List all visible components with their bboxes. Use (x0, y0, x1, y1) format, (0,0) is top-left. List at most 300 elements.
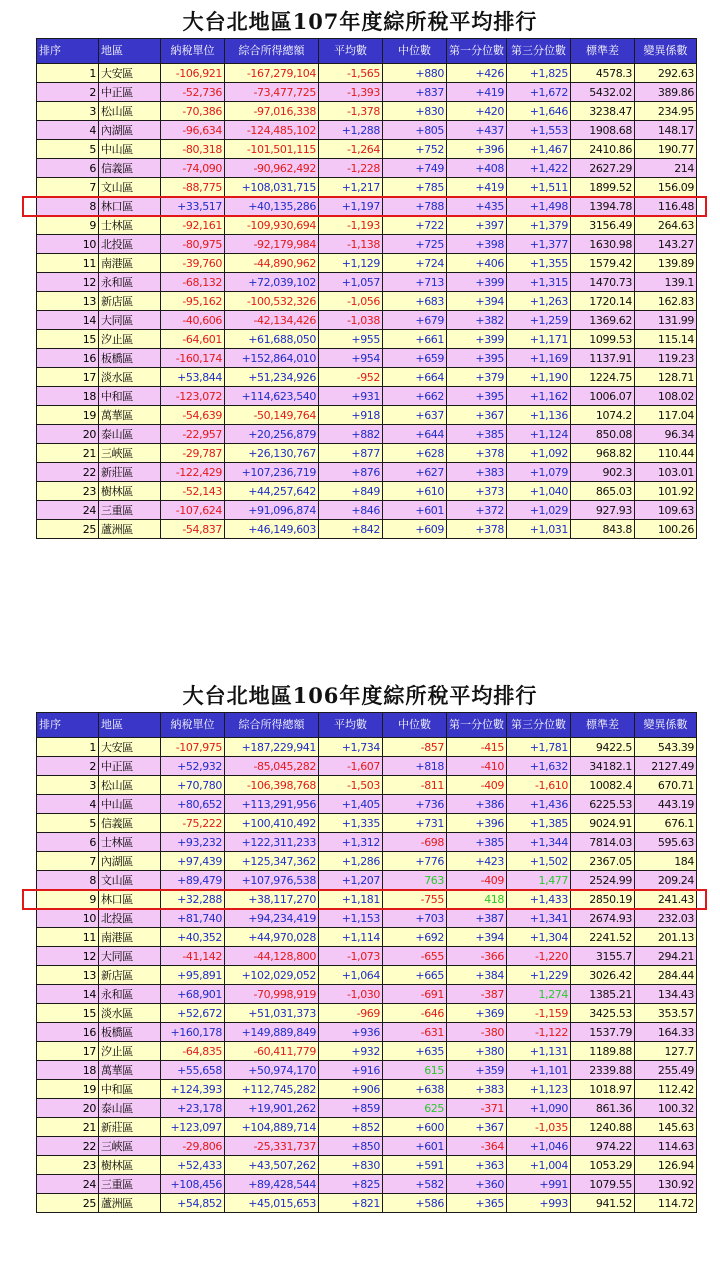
first-quartile-cell: +395 (447, 387, 507, 406)
taxpayers-cell: -80,318 (161, 140, 225, 159)
highlight-box (22, 889, 707, 910)
taxpayers-cell: -64,601 (161, 330, 225, 349)
rank-cell: 21 (37, 1118, 99, 1137)
table-row (37, 909, 697, 928)
median-header: 中位數 (383, 713, 447, 738)
taxpayers-cell: -95,162 (161, 292, 225, 311)
third-quartile-cell: +1,385 (507, 814, 571, 833)
mean-cell: -1,607 (319, 757, 383, 776)
median-cell: +591 (383, 1156, 447, 1175)
median-cell: +713 (383, 273, 447, 292)
rank-cell: 2 (37, 83, 99, 102)
median-cell: +785 (383, 178, 447, 197)
cv-cell: 162.83 (635, 292, 697, 311)
cv-cell: 139.1 (635, 273, 697, 292)
third-quartile-header: 第三分位數 (507, 39, 571, 64)
total-income-cell: +104,889,714 (225, 1118, 319, 1137)
median-cell: +776 (383, 852, 447, 871)
total-income-cell: +187,229,941 (225, 738, 319, 757)
total-income-cell: +46,149,603 (225, 520, 319, 539)
rank-cell: 22 (37, 463, 99, 482)
total-income-cell: +50,974,170 (225, 1061, 319, 1080)
rank-cell: 25 (37, 520, 99, 539)
median-cell: +659 (383, 349, 447, 368)
std-dev-cell: 1394.78 (571, 197, 635, 216)
mean-cell: +1,734 (319, 738, 383, 757)
third-quartile-header: 第三分位數 (507, 713, 571, 738)
mean-cell: +918 (319, 406, 383, 425)
table-row (37, 852, 697, 871)
median-cell: +609 (383, 520, 447, 539)
total-income-cell: -101,501,115 (225, 140, 319, 159)
third-quartile-cell: 1,274 (507, 985, 571, 1004)
table-row (37, 985, 697, 1004)
taxpayers-cell: +123,097 (161, 1118, 225, 1137)
mean-cell: -1,503 (319, 776, 383, 795)
total-income-cell: -124,485,102 (225, 121, 319, 140)
district-cell: 松山區 (99, 102, 161, 121)
rank-cell: 5 (37, 140, 99, 159)
std-dev-cell: 1899.52 (571, 178, 635, 197)
rank-cell: 9 (37, 890, 99, 909)
cv-cell: 234.95 (635, 102, 697, 121)
std-dev-cell: 1079.55 (571, 1175, 635, 1194)
district-cell: 新莊區 (99, 463, 161, 482)
first-quartile-cell: +396 (447, 140, 507, 159)
cv-cell: 116.48 (635, 197, 697, 216)
std-dev-cell: 2674.93 (571, 909, 635, 928)
total-income-cell: -85,045,282 (225, 757, 319, 776)
table-row (37, 140, 697, 159)
taxpayers-cell: -64,835 (161, 1042, 225, 1061)
total-income-cell: +51,234,926 (225, 368, 319, 387)
table-row (37, 871, 697, 890)
first-quartile-cell: +383 (447, 1080, 507, 1099)
std-dev-cell: 10082.4 (571, 776, 635, 795)
std-dev-cell: 861.36 (571, 1099, 635, 1118)
third-quartile-cell: +1,004 (507, 1156, 571, 1175)
table-row (37, 406, 697, 425)
first-quartile-cell: +369 (447, 1004, 507, 1023)
cv-cell: 148.17 (635, 121, 697, 140)
first-quartile-cell: -409 (447, 776, 507, 795)
third-quartile-cell: +1,646 (507, 102, 571, 121)
district-cell: 萬華區 (99, 406, 161, 425)
total-income-cell: +149,889,849 (225, 1023, 319, 1042)
page-title: 大台北地區107年度綜所稅平均排行 (182, 9, 538, 34)
std-dev-cell: 2410.86 (571, 140, 635, 159)
total-income-cell: -106,398,768 (225, 776, 319, 795)
third-quartile-cell: +1,190 (507, 368, 571, 387)
table-row (37, 501, 697, 520)
mean-cell: +1,114 (319, 928, 383, 947)
cv-cell: 119.23 (635, 349, 697, 368)
rank-cell: 17 (37, 1042, 99, 1061)
total-income-cell: +19,901,262 (225, 1099, 319, 1118)
table-row (37, 795, 697, 814)
table-row (37, 1004, 697, 1023)
first-quartile-cell: +363 (447, 1156, 507, 1175)
cv-cell: 117.04 (635, 406, 697, 425)
district-cell: 北投區 (99, 909, 161, 928)
std-dev-cell: 3156.49 (571, 216, 635, 235)
total-income-cell: +94,234,419 (225, 909, 319, 928)
district-cell: 萬華區 (99, 1061, 161, 1080)
total-income-cell: +51,031,373 (225, 1004, 319, 1023)
table-row (37, 311, 697, 330)
std-dev-header: 標準差 (571, 39, 635, 64)
mean-cell: +1,288 (319, 121, 383, 140)
taxpayers-cell: +52,672 (161, 1004, 225, 1023)
std-dev-cell: 927.93 (571, 501, 635, 520)
first-quartile-cell: -364 (447, 1137, 507, 1156)
cv-header: 變異係數 (635, 713, 697, 738)
cv-cell: 209.24 (635, 871, 697, 890)
std-dev-cell: 5432.02 (571, 83, 635, 102)
rank-cell: 16 (37, 349, 99, 368)
median-cell: -857 (383, 738, 447, 757)
cv-cell: 676.1 (635, 814, 697, 833)
table-row (37, 1099, 697, 1118)
table-row (37, 159, 697, 178)
mean-cell: +1,312 (319, 833, 383, 852)
total-income-cell: -100,532,326 (225, 292, 319, 311)
std-dev-cell: 2367.05 (571, 852, 635, 871)
third-quartile-cell: +1,162 (507, 387, 571, 406)
cv-cell: 130.92 (635, 1175, 697, 1194)
cv-cell: 255.49 (635, 1061, 697, 1080)
table-row (37, 102, 697, 121)
mean-cell: -1,073 (319, 947, 383, 966)
median-cell: +703 (383, 909, 447, 928)
mean-cell: +916 (319, 1061, 383, 1080)
rank-cell: 18 (37, 1061, 99, 1080)
first-quartile-cell: -410 (447, 757, 507, 776)
mean-cell: +1,181 (319, 890, 383, 909)
std-dev-cell: 1189.88 (571, 1042, 635, 1061)
cv-cell: 114.72 (635, 1194, 697, 1213)
district-header: 地區 (99, 39, 161, 64)
table-row (37, 482, 697, 501)
total-income-cell: +91,096,874 (225, 501, 319, 520)
third-quartile-cell: +1,092 (507, 444, 571, 463)
district-cell: 內湖區 (99, 852, 161, 871)
third-quartile-cell: +1,553 (507, 121, 571, 140)
rank-cell: 12 (37, 947, 99, 966)
median-cell: +722 (383, 216, 447, 235)
table-row (37, 1023, 697, 1042)
taxpayers-cell: +40,352 (161, 928, 225, 947)
first-quartile-cell: +426 (447, 64, 507, 83)
first-quartile-cell: +437 (447, 121, 507, 140)
third-quartile-cell: -1,159 (507, 1004, 571, 1023)
rank-cell: 12 (37, 273, 99, 292)
median-cell: +725 (383, 235, 447, 254)
table-row (37, 1118, 697, 1137)
std-dev-cell: 3425.53 (571, 1004, 635, 1023)
mean-cell: +876 (319, 463, 383, 482)
taxpayers-cell: +97,439 (161, 852, 225, 871)
taxpayers-cell: +70,780 (161, 776, 225, 795)
table-row (37, 1194, 697, 1213)
total-income-cell: -167,279,104 (225, 64, 319, 83)
median-cell: -655 (383, 947, 447, 966)
district-cell: 內湖區 (99, 121, 161, 140)
std-dev-cell: 1579.42 (571, 254, 635, 273)
district-cell: 士林區 (99, 216, 161, 235)
third-quartile-cell: +1,124 (507, 425, 571, 444)
district-cell: 中和區 (99, 387, 161, 406)
taxpayers-cell: -107,975 (161, 738, 225, 757)
std-dev-cell: 2339.88 (571, 1061, 635, 1080)
median-cell: +662 (383, 387, 447, 406)
district-cell: 淡水區 (99, 368, 161, 387)
rank-cell: 13 (37, 292, 99, 311)
district-cell: 信義區 (99, 814, 161, 833)
taxpayers-header: 納稅單位 (161, 713, 225, 738)
std-dev-cell: 1720.14 (571, 292, 635, 311)
median-cell: +635 (383, 1042, 447, 1061)
third-quartile-cell: +1,101 (507, 1061, 571, 1080)
mean-cell: +830 (319, 1156, 383, 1175)
mean-cell: -1,378 (319, 102, 383, 121)
total-income-cell: +38,117,270 (225, 890, 319, 909)
mean-header: 平均數 (319, 713, 383, 738)
district-cell: 中正區 (99, 83, 161, 102)
district-cell: 大同區 (99, 947, 161, 966)
mean-cell: -1,038 (319, 311, 383, 330)
mean-cell: +882 (319, 425, 383, 444)
total-income-cell: +107,236,719 (225, 463, 319, 482)
total-income-cell: -44,890,962 (225, 254, 319, 273)
cv-cell: 184 (635, 852, 697, 871)
total-income-cell: -60,411,779 (225, 1042, 319, 1061)
mean-cell: +955 (319, 330, 383, 349)
median-cell: -698 (383, 833, 447, 852)
district-cell: 新莊區 (99, 1118, 161, 1137)
rank-cell: 3 (37, 102, 99, 121)
taxpayers-cell: +108,456 (161, 1175, 225, 1194)
median-cell: +731 (383, 814, 447, 833)
table-row (37, 1042, 697, 1061)
table-row (37, 463, 697, 482)
first-quartile-cell: -387 (447, 985, 507, 1004)
table-row (37, 1156, 697, 1175)
median-cell: +638 (383, 1080, 447, 1099)
third-quartile-cell: +993 (507, 1194, 571, 1213)
rank-cell: 24 (37, 501, 99, 520)
rank-cell: 5 (37, 814, 99, 833)
cv-cell: 292.63 (635, 64, 697, 83)
std-dev-cell: 1074.2 (571, 406, 635, 425)
cv-cell: 2127.49 (635, 757, 697, 776)
district-cell: 信義區 (99, 159, 161, 178)
mean-cell: -1,393 (319, 83, 383, 102)
total-income-cell: -50,149,764 (225, 406, 319, 425)
std-dev-cell: 1006.07 (571, 387, 635, 406)
median-cell: 763 (383, 871, 447, 890)
cv-cell: 96.34 (635, 425, 697, 444)
std-dev-cell: 1137.91 (571, 349, 635, 368)
mean-cell: -952 (319, 368, 383, 387)
table-row (37, 776, 697, 795)
mean-cell: +846 (319, 501, 383, 520)
table-row (37, 254, 697, 273)
std-dev-header: 標準差 (571, 713, 635, 738)
rank-cell: 19 (37, 406, 99, 425)
taxpayers-cell: -88,775 (161, 178, 225, 197)
total-income-cell: +125,347,362 (225, 852, 319, 871)
taxpayers-cell: -22,957 (161, 425, 225, 444)
taxpayers-cell: +89,479 (161, 871, 225, 890)
std-dev-cell: 3026.42 (571, 966, 635, 985)
median-cell: +661 (383, 330, 447, 349)
first-quartile-cell: +408 (447, 159, 507, 178)
std-dev-cell: 2524.99 (571, 871, 635, 890)
mean-cell: +850 (319, 1137, 383, 1156)
std-dev-cell: 1053.29 (571, 1156, 635, 1175)
total-income-cell: +108,031,715 (225, 178, 319, 197)
district-cell: 泰山區 (99, 1099, 161, 1118)
cv-cell: 543.39 (635, 738, 697, 757)
mean-cell: +852 (319, 1118, 383, 1137)
mean-cell: -969 (319, 1004, 383, 1023)
rank-cell: 3 (37, 776, 99, 795)
total-income-cell: +45,015,653 (225, 1194, 319, 1213)
third-quartile-cell: +1,169 (507, 349, 571, 368)
total-income-cell: +44,970,028 (225, 928, 319, 947)
median-cell: -811 (383, 776, 447, 795)
district-cell: 士林區 (99, 833, 161, 852)
cv-cell: 232.03 (635, 909, 697, 928)
first-quartile-cell: +394 (447, 292, 507, 311)
ranking-table-107 (36, 38, 697, 539)
taxpayers-header: 納稅單位 (161, 39, 225, 64)
std-dev-cell: 1470.73 (571, 273, 635, 292)
cv-cell: 284.44 (635, 966, 697, 985)
rank-cell: 14 (37, 985, 99, 1004)
median-cell: +683 (383, 292, 447, 311)
rank-cell: 21 (37, 444, 99, 463)
taxpayers-cell: -122,429 (161, 463, 225, 482)
first-quartile-cell: +379 (447, 368, 507, 387)
district-cell: 文山區 (99, 178, 161, 197)
third-quartile-cell: +1,046 (507, 1137, 571, 1156)
cv-cell: 114.63 (635, 1137, 697, 1156)
std-dev-cell: 1369.62 (571, 311, 635, 330)
third-quartile-cell: +1,672 (507, 83, 571, 102)
rank-cell: 23 (37, 482, 99, 501)
third-quartile-cell: +1,341 (507, 909, 571, 928)
std-dev-cell: 968.82 (571, 444, 635, 463)
total-income-cell: -42,134,426 (225, 311, 319, 330)
mean-cell: +1,335 (319, 814, 383, 833)
third-quartile-cell: +1,433 (507, 890, 571, 909)
cv-cell: 127.7 (635, 1042, 697, 1061)
third-quartile-cell: 1,477 (507, 871, 571, 890)
std-dev-cell: 3238.47 (571, 102, 635, 121)
cv-header: 變異係數 (635, 39, 697, 64)
third-quartile-cell: +1,123 (507, 1080, 571, 1099)
mean-cell: +1,217 (319, 178, 383, 197)
median-cell: +665 (383, 966, 447, 985)
district-cell: 淡水區 (99, 1004, 161, 1023)
std-dev-cell: 1537.79 (571, 1023, 635, 1042)
third-quartile-cell: +1,315 (507, 273, 571, 292)
third-quartile-cell: +1,131 (507, 1042, 571, 1061)
std-dev-cell: 974.22 (571, 1137, 635, 1156)
median-cell: +627 (383, 463, 447, 482)
mean-cell: +954 (319, 349, 383, 368)
total-income-cell: +44,257,642 (225, 482, 319, 501)
taxpayers-cell: -54,837 (161, 520, 225, 539)
total-income-cell: +113,291,956 (225, 795, 319, 814)
cv-cell: 145.63 (635, 1118, 697, 1137)
district-cell: 三重區 (99, 501, 161, 520)
table-row (37, 330, 697, 349)
first-quartile-cell: +396 (447, 814, 507, 833)
district-cell: 三峽區 (99, 1137, 161, 1156)
rank-cell: 1 (37, 64, 99, 83)
table-row (37, 292, 697, 311)
mean-cell: -1,138 (319, 235, 383, 254)
taxpayers-cell: -40,606 (161, 311, 225, 330)
mean-cell: -1,228 (319, 159, 383, 178)
rank-cell: 22 (37, 1137, 99, 1156)
total-income-cell: -97,016,338 (225, 102, 319, 121)
third-quartile-cell: +1,079 (507, 463, 571, 482)
taxpayers-cell: -123,072 (161, 387, 225, 406)
cv-cell: 241.43 (635, 890, 697, 909)
total-income-cell: +112,745,282 (225, 1080, 319, 1099)
total-income-cell: +43,507,262 (225, 1156, 319, 1175)
mean-cell: -1,056 (319, 292, 383, 311)
rank-cell: 1 (37, 738, 99, 757)
first-quartile-cell: +365 (447, 1194, 507, 1213)
third-quartile-cell: +1,379 (507, 216, 571, 235)
first-quartile-cell: +372 (447, 501, 507, 520)
cv-cell: 134.43 (635, 985, 697, 1004)
third-quartile-cell: +1,436 (507, 795, 571, 814)
taxpayers-cell: +124,393 (161, 1080, 225, 1099)
first-quartile-cell: +386 (447, 795, 507, 814)
median-cell: +692 (383, 928, 447, 947)
median-cell: +679 (383, 311, 447, 330)
table-row (37, 273, 697, 292)
taxpayers-cell: -70,386 (161, 102, 225, 121)
taxpayers-cell: -96,634 (161, 121, 225, 140)
std-dev-cell: 1385.21 (571, 985, 635, 1004)
first-quartile-header: 第一分位數 (447, 39, 507, 64)
std-dev-cell: 843.8 (571, 520, 635, 539)
rank-cell: 11 (37, 928, 99, 947)
median-cell: +736 (383, 795, 447, 814)
third-quartile-cell: +1,632 (507, 757, 571, 776)
mean-cell: +1,286 (319, 852, 383, 871)
cv-cell: 670.71 (635, 776, 697, 795)
total-income-cell: -44,128,800 (225, 947, 319, 966)
taxpayers-cell: +54,852 (161, 1194, 225, 1213)
rank-cell: 17 (37, 368, 99, 387)
median-cell: -755 (383, 890, 447, 909)
district-cell: 中和區 (99, 1080, 161, 1099)
cv-cell: 156.09 (635, 178, 697, 197)
std-dev-cell: 1240.88 (571, 1118, 635, 1137)
rank-cell: 19 (37, 1080, 99, 1099)
district-cell: 南港區 (99, 254, 161, 273)
median-cell: +586 (383, 1194, 447, 1213)
district-cell: 樹林區 (99, 1156, 161, 1175)
